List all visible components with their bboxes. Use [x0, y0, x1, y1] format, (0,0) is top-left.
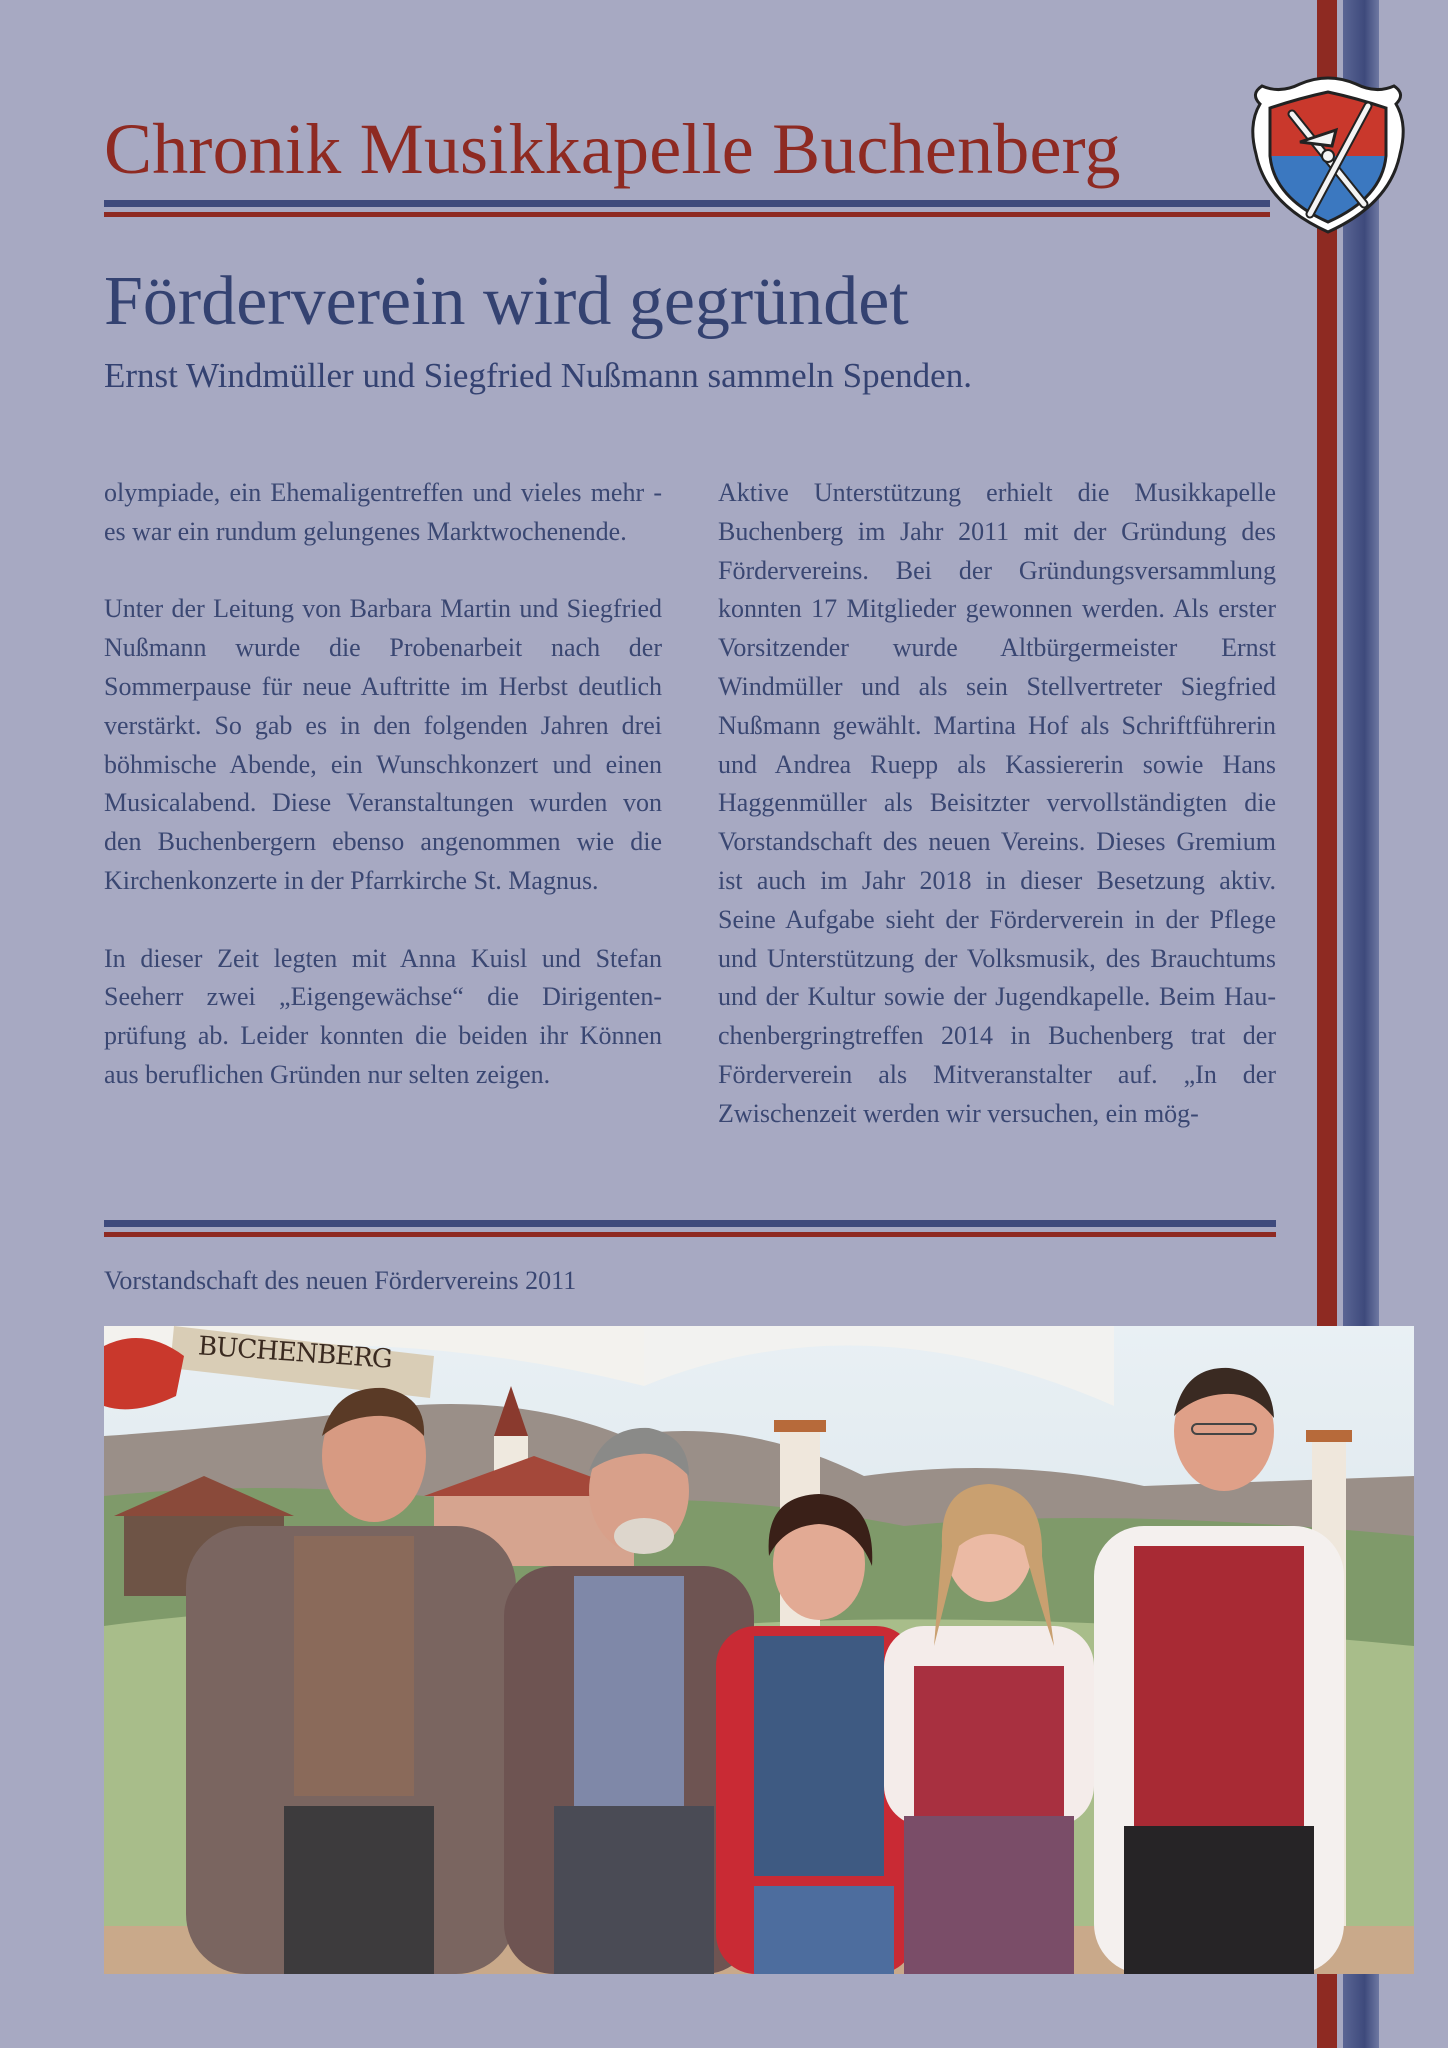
title-rule-red: [104, 212, 1270, 217]
article-heading: Förderverein wird gegründet: [104, 263, 909, 340]
paragraph: olympiade, ein Ehemaligentreffen und vieles mehr - es war ein rundum gelungenes Marktwochenende.: [104, 478, 662, 546]
paragraph: Aktive Unterstützung erhielt die Musikkapelle Buchenberg im Jahr 2011 mit der Gründung des Fördervereins. Bei der Gründungsversammlung konnten 17 Mitglieder gewonnen werden. Als erster Vorsitzender wurde Altbürgermeister Ernst Windmüller und als sein Stellvertreter Siegfried Nußmann gewählt. Martina Hof als Schriftführerin und Andrea Ruepp als Kassiererin sowie Hans Haggenmüller als Beisitzter vervollständigten die Vorstandschaft des neuen Vereins. Dieses Gremium ist auch im Jahr 2018 in dieser Besetzung aktiv. Seine Aufgabe sieht der Förderverein in der Pflege und Unterstützung der Volksmusik, des Brauchtums und der Kultur sowie der Jugendkapelle. Beim Hauchenbergringtreffen 2014 in Buchenberg trat der Förderverein als Mitveranstalter auf. „In der Zwischenzeit werden wir versuchen, ein mög-: [718, 478, 1276, 1128]
article-subheading: Ernst Windmüller und Siegfried Nußmann sammeln Spenden.: [104, 356, 972, 395]
photo-caption: Vorstandschaft des neuen Fördervereins 2011: [104, 1266, 577, 1295]
page-title: Chronik Musikkapelle Buchenberg: [104, 109, 1121, 189]
title-rule-blue: [104, 200, 1270, 207]
paragraph: In dieser Zeit legten mit Anna Kuisl und Stefan Seeherr zwei „Eigengewächse“ die Dirigentenprüfung ab. Leider konnten die beiden ihr Können aus beruflichen Gründen nur selten zeigen.: [104, 943, 662, 1089]
section-rule-red: [104, 1232, 1276, 1237]
article-column-left: [104, 474, 662, 1095]
photo-banner-text: BUCHENBERG: [197, 1331, 393, 1375]
section-rule-blue: [104, 1220, 1276, 1227]
paragraph: Unter der Leitung von Barbara Martin und Siegfried Nußmann wurde die Probenarbeit nach der Sommerpause für neue Auftritte im Herbst deutlich verstärkt. So gab es in den folgenden Jahren drei böhmische Abende, ein Wunschkonzert und einen Musicalabend. Diese Veranstaltungen wurden von den Buchenbergern ebenso angenommen wie die Kirchenkonzerte in der Pfarrkirche St. Magnus.: [104, 594, 662, 895]
group-photo: [104, 1326, 1414, 1974]
article-column-right: [718, 474, 1276, 1134]
